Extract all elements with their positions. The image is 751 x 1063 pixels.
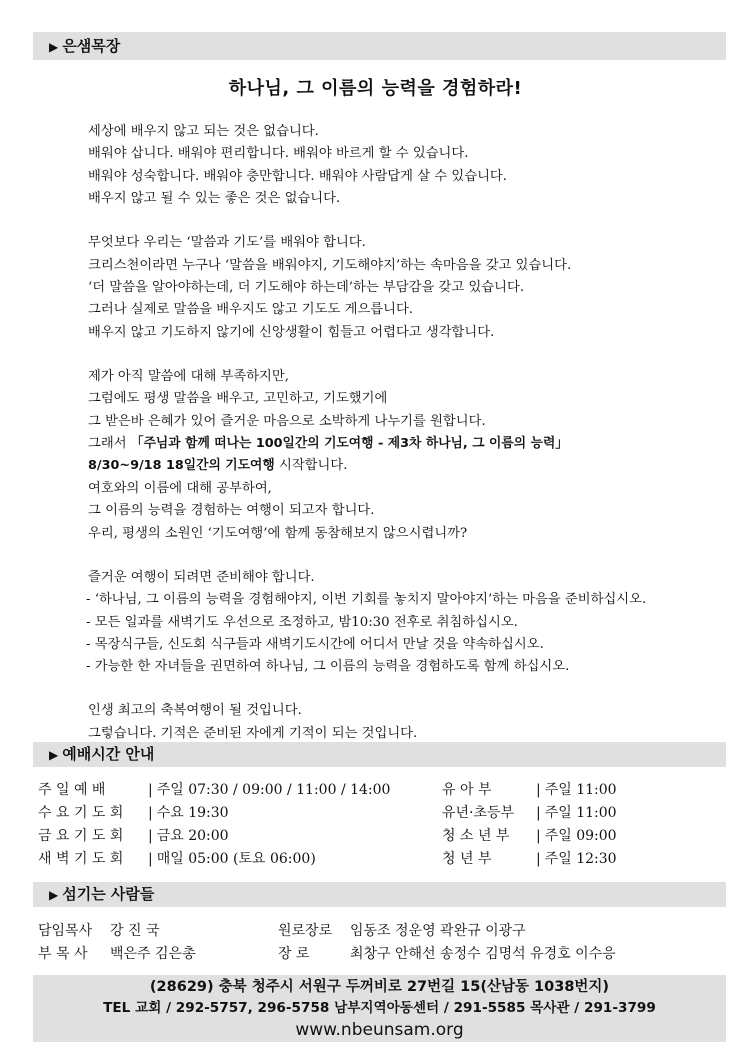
dept-time: 주일 12:30 (544, 851, 617, 867)
text-line: 즐거운 여행이 되려면 준비해야 합니다. (88, 569, 315, 585)
church-address: (28629) 충북 청주시 서원구 두꺼비로 27번길 15(산남동 1038번지) (149, 979, 610, 995)
bullet-item: - 모든 일과를 새벽기도 우선으로 조정하고, 밤10:30 전후로 취침하십시오. (86, 614, 518, 630)
text-line: 배워야 삽니다. 배워야 편리합니다. 배워야 바르게 할 수 있습니다. (88, 146, 469, 162)
dept-time: 주일 11:00 (544, 805, 617, 821)
text-line: 그럼에도 평생 말씀을 배우고, 고민하고, 기도했기에 (88, 391, 388, 407)
dept-name: 유년·초등부 (442, 805, 515, 821)
section-label: 섬기는 사람들 (62, 885, 155, 903)
paragraph-3 (88, 366, 728, 545)
text-fragment: 시작합니다. (274, 458, 348, 474)
staff-role: 부 목 사 (38, 946, 88, 962)
service-time: 금요 20:00 (156, 828, 229, 844)
text-line: 그러나 실제로 말씀을 배우지도 않고 기도도 게으릅니다. (88, 302, 414, 318)
church-website: www.nbeunsam.org (295, 1020, 464, 1040)
prayer-journey-title: 「주님과 함께 떠나는 100일간의 기도여행 - 제3차 하나님, 그 이름의 능력」 (130, 436, 569, 452)
section-header-eunsam (33, 32, 726, 60)
service-name: 금 요 기 도 회 (38, 828, 124, 844)
text-line: 그 이름의 능력을 경험하는 여행이 되고자 합니다. (88, 503, 375, 519)
dept-time: 주일 11:00 (544, 782, 617, 798)
service-time: 매일 05:00 (토요 06:00) (156, 851, 316, 867)
paragraph-5 (88, 700, 728, 745)
section-header-staff (33, 882, 726, 907)
schedule-row: 수 요 기 도 회 | 수요 19:30 (38, 802, 390, 825)
bullet-item: - ‘하나님, 그 이름의 능력을 경험해야지, 이번 기회를 놓치지 말아야지’하는 마음을 준비하십시오. (86, 592, 647, 608)
schedule-row: 유년·초등부 | 주일 11:00 (442, 802, 617, 825)
staff-names: 최창구 안해선 송정수 김명석 유경호 이수응 (350, 946, 616, 962)
staff-list-right (278, 920, 616, 966)
bullet-item: - 목장식구들, 신도회 식구들과 새벽기도시간에 어디서 만날 것을 약속하십시오. (86, 636, 544, 652)
worship-schedule-right (442, 779, 617, 871)
paragraph-4 (88, 567, 728, 679)
staff-names: 백은주 김은총 (110, 946, 196, 962)
staff-list-left (38, 920, 196, 966)
text-line: 여호와의 이름에 대해 공부하여, (88, 480, 272, 496)
dept-name: 청 소 년 부 (442, 828, 510, 844)
text-line: 배우지 않고 기도하지 않기에 신앙생활이 힘들고 어렵다고 생각합니다. (88, 324, 495, 340)
text-line: 인생 최고의 축복여행이 될 것입니다. (88, 703, 302, 719)
text-line: 배워야 성숙합니다. 배워야 충만합니다. 배워야 사람답게 살 수 있습니다. (88, 168, 507, 184)
schedule-row: 주 일 예 배 | 주일 07:30 / 09:00 / 11:00 / 14:00 (38, 779, 390, 802)
staff-row (278, 943, 616, 966)
dept-time: 주일 09:00 (544, 828, 617, 844)
triangle-icon: ▶ (49, 40, 59, 54)
service-time: 수요 19:30 (156, 805, 229, 821)
paragraph-1 (88, 121, 728, 211)
schedule-row: 청 년 부 | 주일 12:30 (442, 848, 617, 871)
schedule-row: 유 아 부 | 주일 11:00 (442, 779, 617, 802)
triangle-icon: ▶ (49, 888, 59, 902)
dept-name: 유 아 부 (442, 782, 492, 798)
service-time: 주일 07:30 / 09:00 / 11:00 / 14:00 (156, 782, 391, 798)
prayer-journey-dates: 8/30~9/18 18일간의 기도여행 (88, 458, 275, 474)
staff-names: 강 진 국 (110, 923, 160, 939)
section-header-worship (33, 742, 726, 767)
church-footer (33, 975, 726, 1042)
section-label: 은샘목장 (62, 37, 121, 55)
paragraph-2 (88, 232, 728, 344)
text-line: ‘더 말씀을 알아야하는데, 더 기도해야 하는데’하는 부담감을 갖고 있습니다. (88, 280, 525, 296)
staff-names: 임동조 정운영 곽완규 이광구 (350, 923, 526, 939)
text-line: 배우지 않고 될 수 있는 좋은 것은 없습니다. (88, 191, 341, 207)
text-line: 크리스천이라면 누구나 ‘말씀을 배워야지, 기도해야지’하는 속마음을 갖고 있습니다. (88, 257, 572, 273)
text-line: 제가 아직 말씀에 대해 부족하지만, (88, 368, 289, 384)
triangle-icon: ▶ (49, 748, 59, 762)
staff-row (38, 920, 196, 943)
text-line (88, 455, 728, 477)
page-title: 하나님, 그 이름의 능력을 경험하라! (228, 78, 523, 99)
text-line: 그 받은바 은혜가 있어 즐거운 마음으로 소박하게 나누기를 원합니다. (88, 413, 486, 429)
text-line: 우리, 평생의 소원인 ‘기도여행’에 함께 동참해보지 않으시렵니까? (88, 525, 468, 541)
staff-row (38, 943, 196, 966)
worship-schedule-left (38, 779, 390, 871)
staff-role: 장 로 (278, 946, 310, 962)
schedule-row: 청 소 년 부 | 주일 09:00 (442, 825, 617, 848)
staff-role: 담임목사 (38, 923, 93, 939)
text-line: 그렇습니다. 기적은 준비된 자에게 기적이 되는 것입니다. (88, 725, 418, 741)
service-name: 수 요 기 도 회 (38, 805, 124, 821)
service-name: 새 벽 기 도 회 (38, 851, 124, 867)
dept-name: 청 년 부 (442, 851, 492, 867)
article-body (88, 121, 728, 745)
service-name: 주 일 예 배 (38, 782, 106, 798)
text-line: 세상에 배우지 않고 되는 것은 없습니다. (88, 124, 319, 139)
staff-row (278, 920, 616, 943)
bullet-item: - 가능한 한 자녀들을 권면하여 하나님, 그 이름의 능력을 경험하도록 함께 하십시오. (86, 659, 570, 675)
text-line: 무엇보다 우리는 ‘말씀과 기도’를 배워야 합니다. (88, 235, 366, 251)
text-fragment: 그래서 (88, 436, 131, 452)
schedule-row: 새 벽 기 도 회 | 매일 05:00 (토요 06:00) (38, 848, 390, 871)
church-contact: TEL 교회 / 292-5757, 296-5758 남부지역아동센터 / 291-5585 목사관 / 291-3799 (103, 1000, 656, 1016)
section-label: 예배시간 안내 (62, 745, 155, 763)
staff-role: 원로장로 (278, 923, 333, 939)
schedule-row: 금 요 기 도 회 | 금요 20:00 (38, 825, 390, 848)
text-line (88, 433, 728, 455)
